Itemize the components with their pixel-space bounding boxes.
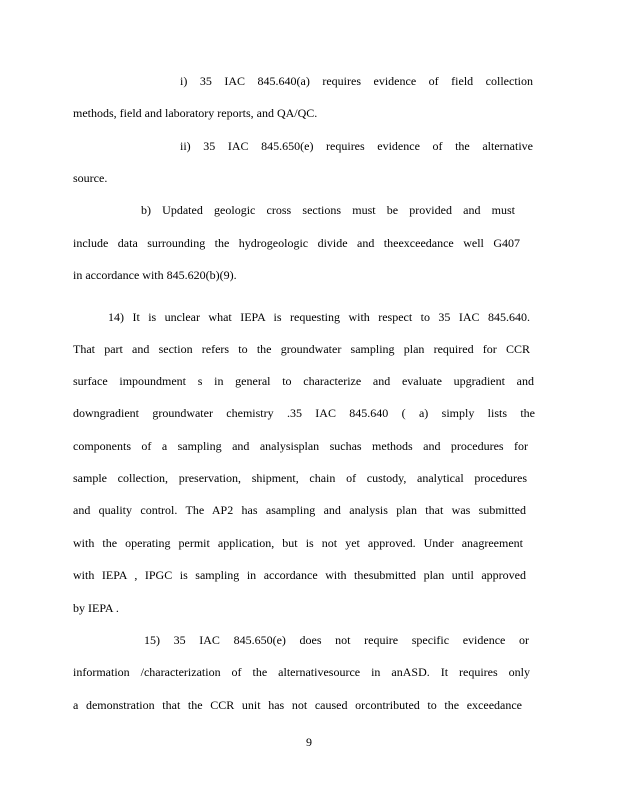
text-line: 15) 35 IAC 845.650(e) does not require specific evidence or bbox=[144, 633, 529, 647]
text-line: 14) It is unclear what IEPA is requesting with respect to 35 IAC 845.640. bbox=[108, 310, 530, 324]
text-line: surface impoundment s in general to characterize and evaluate upgradient and bbox=[73, 374, 534, 388]
text-line: methods, field and laboratory reports, and QA/QC. bbox=[73, 106, 318, 120]
text-line: sample collection, preservation, shipment, chain of custody, analytical procedures bbox=[73, 471, 527, 485]
text-line: source. bbox=[73, 171, 108, 185]
text-line: and quality control. The AP2 has asampling and analysis plan that was submitted bbox=[73, 503, 526, 517]
text-line: That part and section refers to the groundwater sampling plan required for CCR bbox=[73, 342, 530, 356]
text-line: by IEPA . bbox=[73, 601, 119, 615]
page-number: 9 bbox=[306, 735, 312, 749]
text-line: b) Updated geologic cross sections must be provided and must bbox=[141, 203, 515, 217]
text-line: with IEPA , IPGC is sampling in accordance with thesubmitted plan until approved bbox=[73, 568, 526, 582]
text-line: with the operating permit application, but is not yet approved. Under anagreement bbox=[73, 536, 523, 550]
text-line: in accordance with 845.620(b)(9). bbox=[73, 268, 237, 282]
text-line: i) 35 IAC 845.640(a) requires evidence of field collection bbox=[180, 74, 533, 88]
text-line: ii) 35 IAC 845.650(e) requires evidence of the alternative bbox=[180, 139, 533, 153]
text-line: a demonstration that the CCR unit has not caused orcontributed to the exceedance bbox=[73, 698, 522, 712]
text-line: components of a sampling and analysisplan suchas methods and procedures for bbox=[73, 439, 528, 453]
text-line: include data surrounding the hydrogeologic divide and theexceedance well G407 bbox=[73, 236, 520, 250]
text-line: downgradient groundwater chemistry .35 IAC 845.640 ( a) simply lists the bbox=[73, 406, 535, 420]
text-line: information /characterization of the alternativesource in anASD. It requires only bbox=[73, 665, 530, 679]
